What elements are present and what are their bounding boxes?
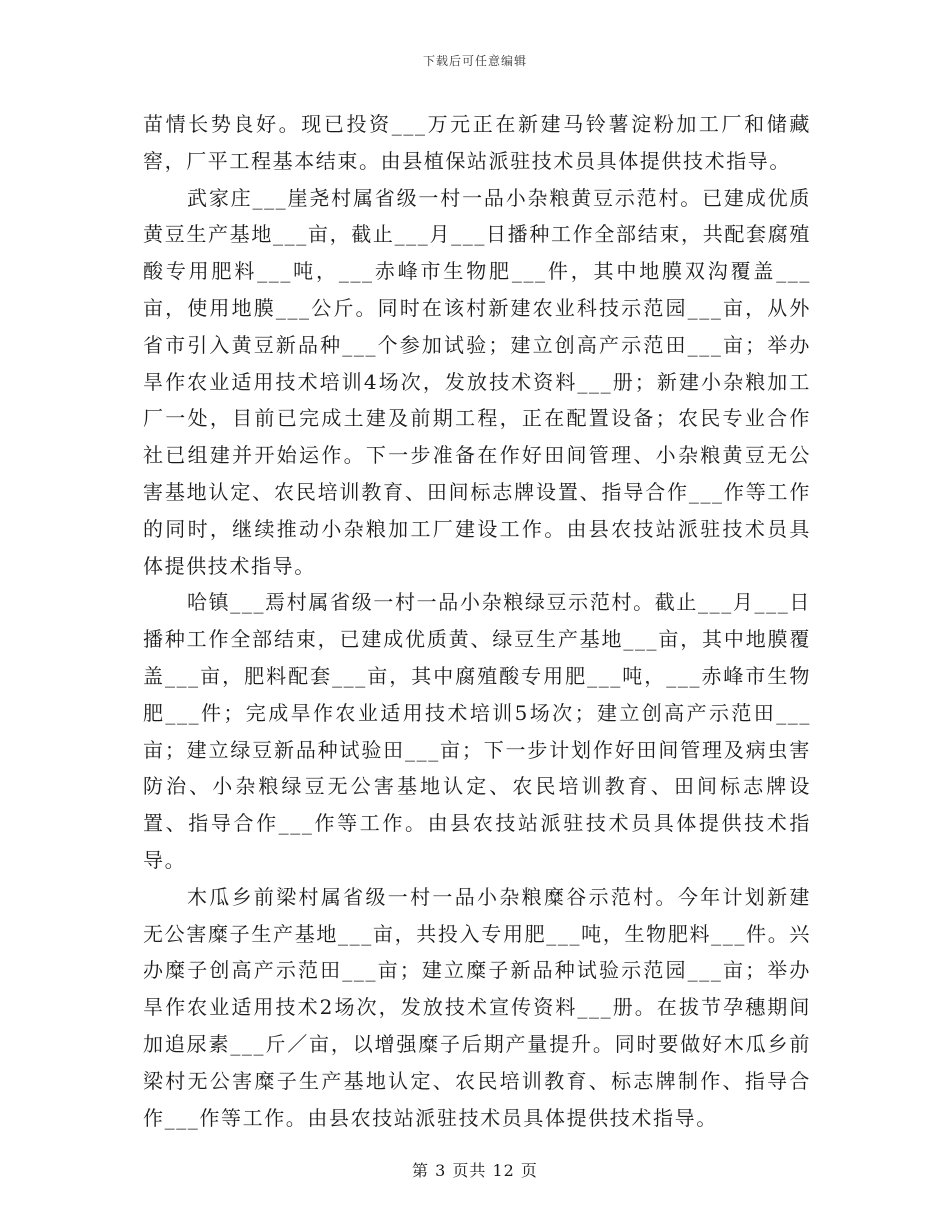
- paragraph-continuation: 苗情长势良好。现已投资___万元正在新建马铃薯淀粉加工厂和储藏窖，厂平工程基本结束。由县植保站派驻技术员具体提供技术指导。: [143, 112, 811, 173]
- document-body: [143, 106, 811, 1136]
- paragraph-wujiazhuang: 武家庄___崖尧村属省级一村一品小杂粮黄豆示范村。已建成优质黄豆生产基地___亩，截止___月___日播种工作全部结束，共配套腐殖酸专用肥料___吨，___赤峰市生物肥___件，其中地膜双沟覆盖___亩，使用地膜___公斤。同时在该村新建农业科技示范园___亩，从外省市引入黄豆新品种___个参加试验；建立创高产示范田___亩；举办旱作农业适用技术培训4场次，发放技术资料___册；新建小杂粮加工厂一处，目前已完成土建及前期工程，正在配置设备；农民专业合作社已组建并开始运作。下一步准备在作好田间管理、小杂粮黄豆无公害基地认定、农民培训教育、田间标志牌设置、指导合作___作等工作的同时，继续推动小杂粮加工厂建设工作。由县农技站派驻技术员具体提供技术指导。: [143, 185, 811, 578]
- paragraph-muguaxiang: 木瓜乡前梁村属省级一村一品小杂粮糜谷示范村。今年计划新建无公害糜子生产基地___亩，共投入专用肥___吨，生物肥料___件。兴办糜子创高产示范田___亩；建立糜子新品种试验示范园___亩；举办旱作农业适用技术2场次，发放技术宣传资料___册。在拔节孕穗期间加追尿素___斤／亩，以增强糜子后期产量提升。同时要做好木瓜乡前梁村无公害糜子生产基地认定、农民培训教育、标志牌制作、指导合作___作等工作。由县农技站派驻技术员具体提供技术指导。: [143, 884, 811, 1130]
- paragraph-hazhen: 哈镇___焉村属省级一村一品小杂粮绿豆示范村。截止___月___日播种工作全部结束，已建成优质黄、绿豆生产基地___亩，其中地膜覆盖___亩，肥料配套___亩，其中腐殖酸专用肥___吨，___赤峰市生物肥___件；完成旱作农业适用技术培训5场次；建立创高产示范田___亩；建立绿豆新品种试验田___亩；下一步计划作好田间管理及病虫害防治、小杂粮绿豆无公害基地认定、农民培训教育、田间标志牌设置、指导合作___作等工作。由县农技站派驻技术员具体提供技术指导。: [143, 590, 811, 872]
- page-number: 第 3 页共 12 页: [412, 1161, 538, 1180]
- page-header-note: 下载后可任意编辑: [422, 54, 527, 68]
